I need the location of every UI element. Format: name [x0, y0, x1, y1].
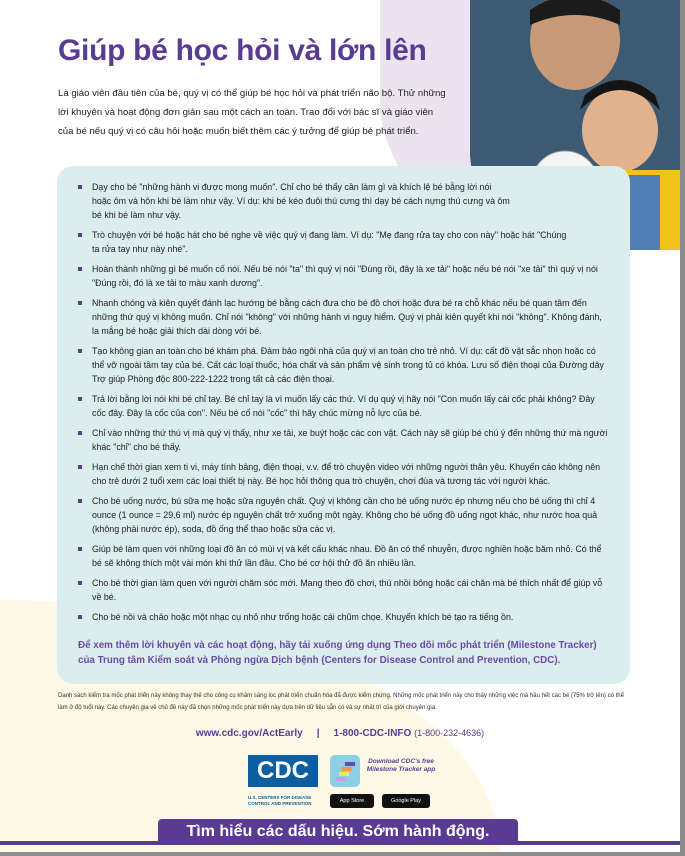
milestone-app-icon [330, 755, 360, 787]
disclaimer: Danh sách kiểm tra mốc phát triển này không thay thế cho công cụ khám sàng lọc phát triển chuẩn hóa đã được kiểm chứng. Những mốc phát triển này cho thấy những việc mà hầu hết các bé (75% trở lên) có thể làm ở độ tuổi này. Các chuyên gia về chủ đề này đã chọn những mốc phát triển này dựa trên dữ liệu sẵn có và sự nhất trí của giới chuyên gia. [58, 693, 624, 711]
tip-item: Giúp bé làm quen với những loại đồ ăn có mùi vị và kết cấu khác nhau. Đồ ăn có thể nhuyễn, được nghiền hoặc băm nhỏ. Có thể bé sẽ không thích một vài món khi thử lần đầu. Cho bé cơ hội thử đồ ăn nhiều lần. [78, 542, 609, 570]
phone-number: 1-800-CDC-INFO [333, 728, 412, 739]
footer-band [0, 819, 680, 845]
page-title: Giúp bé học hỏi và lớn lên [58, 34, 427, 67]
tagline-banner: Tìm hiểu các dấu hiệu. Sớm hành động. [158, 819, 518, 845]
intro-paragraph: Là giáo viên đầu tiên của bé, quý vị có thể giúp bé học hỏi và phát triển não bộ. Thử những lời khuyên và hoạt động đơn giản sau một cách an toàn. Trao đổi với bác sĩ và giáo viên của bé nếu quý vị có câu hỏi hoặc muốn biết thêm các ý tưởng để giúp bé phát triển. [58, 88, 446, 137]
app-store-badge[interactable]: App Store [330, 794, 374, 808]
logo-row [0, 751, 680, 817]
tip-item: Dạy cho bé "những hành vi được mong muốn". Chỉ cho bé thấy cần làm gì và khích lệ bé bằng lời nói hoặc ôm và hôn khi bé làm như vậy. Ví dụ: khi bé kéo đuôi thú cưng thì dạy bé cách nựng thú cưng và ôm bé khi bé làm như vậy. [78, 180, 512, 222]
tip-item: Chỉ vào những thứ thú vị mà quý vị thấy, như xe tải, xe buýt hoặc các con vật. Cách này sẽ giúp bé chú ý đến những thứ mà người khác "chỉ" cho bé thấy. [78, 426, 609, 454]
tip-item: Tạo không gian an toàn cho bé khám phá. Đảm bảo ngôi nhà của quý vị an toàn cho trẻ nhỏ. Ví dụ: cất đồ vật sắc nhọn hoặc có thể vỡ ngoài tầm tay của bé. Cất các loại thuốc, hóa chất và sản phẩm vệ sinh trong tủ có khóa. Lưu số điện thoại của Đường dây Trợ giúp Phòng độc 800-222-1222 trong tất cả các điện thoại. [78, 344, 609, 386]
tip-item: Nhanh chóng và kiên quyết đánh lạc hướng bé bằng cách đưa cho bé đồ chơi hoặc đưa bé ra chỗ khác nếu bé quan tâm đến những thứ quý vị không muốn. Chỉ nói "không" với những hành vi nguy hiểm. Quý vị phải kiên quyết khi nói "không". Không đánh, la mắng bé hoặc giải thích dài dòng với bé. [78, 296, 609, 338]
tips-list [78, 180, 609, 624]
google-play-badge[interactable]: Google Play [382, 794, 430, 808]
footer [0, 690, 680, 845]
tip-item: Cho bé thời gian làm quen với người chăm sóc mới. Mang theo đồ chơi, thú nhồi bông hoặc cái chăn mà bé thích nhất để giúp vỗ về bé. [78, 576, 609, 604]
tip-item: Cho bé nồi và chảo hoặc một nhạc cụ nhỏ như trống hoặc cái chũm chọe. Khuyến khích bé tạo ra tiếng ồn. [78, 610, 609, 624]
app-callout: Để xem thêm lời khuyên và các hoạt động, hãy tải xuống ứng dụng Theo dõi mốc phát triển (Milestone Tracker) của Trung tâm Kiểm soát và Phòng ngừa Dịch bệnh (Centers for Disease Control and Prevention, CDC). [78, 640, 597, 666]
contact-line [0, 728, 680, 739]
phone-alt: (1-800-232-4636) [414, 728, 485, 738]
header [0, 0, 680, 166]
tip-item: Hạn chế thời gian xem ti vi, máy tính bảng, điện thoại, v.v. để trò chuyện video với những người thân yêu. Khuyến cáo không nên cho trẻ dưới 2 tuổi xem các loại thiết bị này. Bé học hỏi thông qua trò chuyện, chơi đùa và tương tác với người khác. [78, 460, 609, 488]
tip-item: Trò chuyện với bé hoặc hát cho bé nghe về việc quý vị đang làm. Ví dụ: "Mẹ đang rửa tay cho con này" hoặc hát "Chúng ta rửa tay như này nhé". [78, 228, 572, 256]
cdc-logo-subtitle: U.S. CENTERS FOR DISEASE CONTROL AND PREVENTION [248, 795, 312, 806]
cdc-logo: CDC [248, 755, 318, 787]
website-link[interactable]: www.cdc.gov/ActEarly [195, 728, 303, 739]
tip-item: Cho bé uống nước, bú sữa mẹ hoặc sữa nguyên chất. Quý vị không cần cho bé uống nước ép nhưng nếu cho bé uống thì chỉ 4 ounce (1 ounce = 29,6 ml) nước ép nguyên chất trở xuống một ngày. Không cho bé uống đồ uống ngọt khác, như nước hoa quả (không phải nước ép), soda, đồ ống thể thao hoặc sữa các vị. [78, 494, 609, 536]
tip-item: Trả lời bằng lời nói khi bé chỉ tay. Bé chỉ tay là vì muốn lấy các thứ. Ví dụ quý vị hãy nói "Con muốn lấy cái cốc phải không? Đây cốc đây. Đây là cốc của con". Nếu bé cố nói "cốc" thì hãy chúc mừng nỗ lực của bé. [78, 392, 609, 420]
separator: | [316, 728, 320, 739]
tips-panel [57, 166, 630, 684]
tip-item: Hoàn thành những gì bé muốn cố nói. Nếu bé nói "ta" thì quý vị nói "Đúng rồi, đây là xe tải" hoặc nếu bé nói "xe tải" thì quý vị nói "Đúng rồi, đó là xe tải to màu xanh dương". [78, 262, 609, 290]
app-download-text: Download CDC's free Milestone Tracker app [366, 758, 436, 773]
